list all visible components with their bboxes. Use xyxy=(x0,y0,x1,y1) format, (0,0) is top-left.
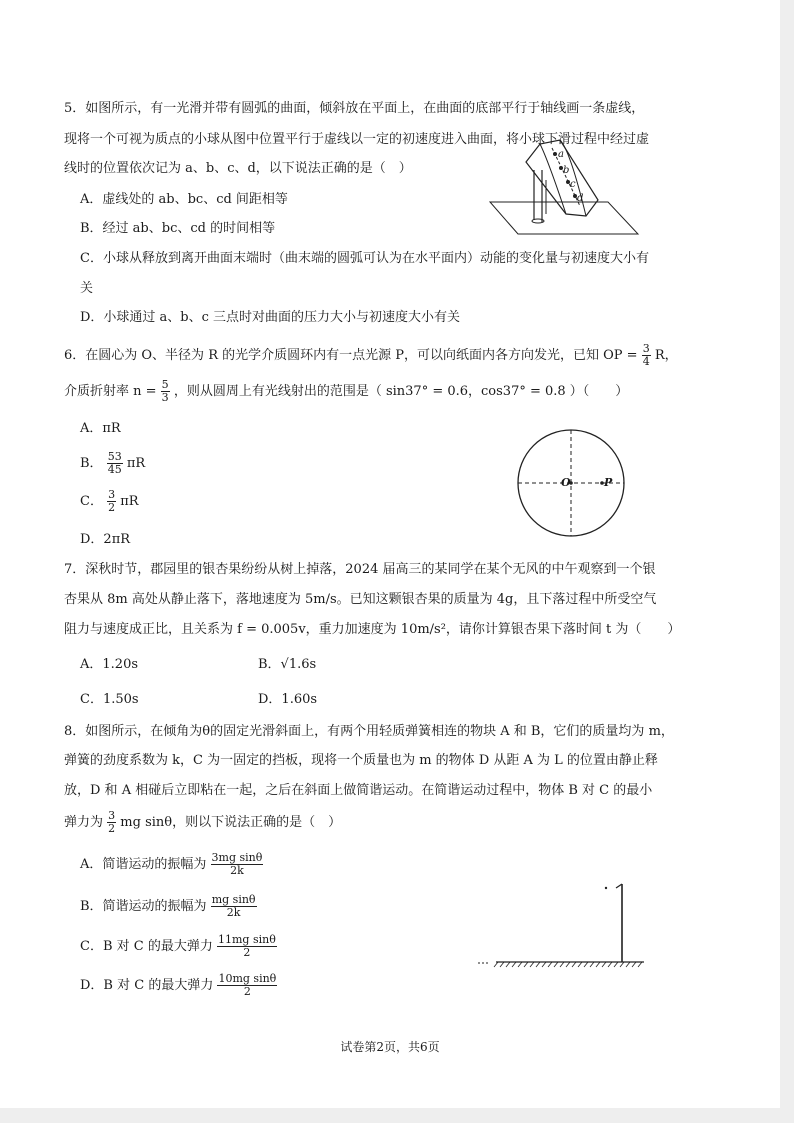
q8-option-c-label: C．B 对 C 的最大弹力 xyxy=(80,939,213,954)
q6-option-c-fraction xyxy=(107,489,116,514)
q5-line3: 线时的位置依次记为 a、b、c、d，以下说法正确的是（ ） xyxy=(64,161,412,176)
q6-option-b-unit: πR xyxy=(126,456,146,471)
q8-line4-den: 2 xyxy=(108,822,116,835)
q5-fig-label-c: c xyxy=(570,179,576,190)
q6-option-b-num: 53 xyxy=(107,450,122,463)
q8-line4-post: mg sinθ，则以下说法正确的是（ ） xyxy=(120,815,342,830)
q8-option-a-label: A．简谐运动的振幅为 xyxy=(80,857,207,872)
q6-line1-text: 6．在圆心为 O、半径为 R 的光学介质圆环内有一点光源 P，可以向纸面内各方向发光，已知 OP = xyxy=(64,348,638,363)
q6-option-c-num: 3 xyxy=(108,488,116,501)
q8-option-c-num: 11mg sinθ xyxy=(218,933,276,946)
page-footer: 试卷第2页，共6页 xyxy=(340,1040,440,1054)
q6-op-unit: R， xyxy=(654,348,678,363)
q8-option-d-fraction xyxy=(217,973,277,998)
q8-line3: 放，D 和 A 相碰后立即粘在一起，之后在斜面上做简谐运动。在简谐运动过程中，物体 B 对 C 的最小 xyxy=(64,783,653,798)
q7-option-d: D．1.60s xyxy=(258,692,318,707)
q7-option-a: A．1.20s xyxy=(80,657,139,672)
q6-option-b-label: B． xyxy=(80,456,103,471)
q8-option-b-fraction xyxy=(211,894,257,919)
q6-n-den: 3 xyxy=(161,391,169,404)
q6-op-den: 4 xyxy=(642,355,650,368)
q7-option-b: B．√1.6s xyxy=(258,657,317,672)
q6-option-b-den: 45 xyxy=(107,463,122,476)
q7-line1: 7．深秋时节，郡园里的银杏果纷纷从树上掉落，2024 届高三的某同学在某个无风的中午观察到一个银 xyxy=(64,562,656,577)
q5-line2: 现将一个可视为质点的小球从图中位置平行于虚线以一定的初速度进入曲面，将小球下滑过程中经过虚 xyxy=(64,132,650,147)
q8-figure-incline xyxy=(476,878,656,968)
q8-option-c xyxy=(80,932,277,962)
q5-line1: 5．如图所示，有一光滑并带有圆弧的曲面，倾斜放在平面上，在曲面的底部平行于轴线画一条虚线， xyxy=(64,101,645,116)
q6-n-fraction xyxy=(161,379,170,404)
q5-figure-incline xyxy=(488,130,648,240)
q8-line4-fraction xyxy=(107,810,116,835)
q6-option-c-unit: πR xyxy=(120,494,139,509)
q6-option-b xyxy=(80,450,145,478)
q8-option-d-den: 2 xyxy=(243,985,251,998)
q8-option-c-den: 2 xyxy=(243,946,251,959)
q8-option-b xyxy=(80,892,257,922)
q7-option-c: C．1.50s xyxy=(80,692,139,707)
q5-option-c-line2: 关 xyxy=(80,281,94,296)
q6-op-fraction xyxy=(642,343,651,368)
q6-option-c-label: C． xyxy=(80,494,103,509)
q8-line1: 8．如图所示，在倾角为θ的固定光滑斜面上，有两个用轻质弹簧相连的物块 A 和 B，它们的质量均为 m， xyxy=(64,724,674,739)
q6-line1 xyxy=(64,341,678,371)
q6-fig-label-o: O xyxy=(561,476,571,489)
q6-line2-post: ，则从圆周上有光线射出的范围是（ sin37° = 0.6，cos37° = 0.8 ）（ ） xyxy=(173,384,629,399)
q5-option-d: D．小球通过 a、b、c 三点时对曲面的压力大小与初速度大小有关 xyxy=(80,310,461,325)
q5-option-a: A．虚线处的 ab、bc、cd 间距相等 xyxy=(80,192,288,207)
q8-line4-num: 3 xyxy=(108,809,116,822)
q5-fig-label-d: d xyxy=(577,193,584,204)
q6-line2 xyxy=(64,377,628,407)
q8-option-d-num: 10mg sinθ xyxy=(218,972,277,985)
q6-line2-pre: 介质折射率 n = xyxy=(64,384,157,399)
q8-option-b-num: mg sinθ xyxy=(211,893,256,906)
q8-option-a-num: 3mg sinθ xyxy=(211,851,263,864)
q5-fig-label-a: a xyxy=(558,149,564,160)
q6-option-a: A．πR xyxy=(80,421,121,436)
q8-line2: 弹簧的劲度系数为 k，C 为一固定的挡板，现将一个质量也为 m 的物体 D 从距 A 为 L 的位置由静止释 xyxy=(64,753,658,768)
q8-line4 xyxy=(64,808,341,838)
q6-option-c-den: 2 xyxy=(108,501,116,514)
q8-option-a-den: 2k xyxy=(230,864,244,877)
q8-option-a-fraction xyxy=(211,852,264,877)
q6-option-b-fraction xyxy=(107,451,123,476)
q8-option-d xyxy=(80,971,277,1001)
q7-line2: 杏果从 8m 高处从静止落下，落地速度为 5m/s。已知这颗银杏果的质量为 4g，且下落过程中所受空气 xyxy=(64,592,657,607)
q7-line3: 阻力与速度成正比，且关系为 f = 0.005v，重力加速度为 10m/s²，请你计算银杏果下落时间 t 为（ ） xyxy=(64,622,681,637)
q6-op-num: 3 xyxy=(642,342,650,355)
q5-option-c-line1: C．小球从释放到离开曲面末端时（曲末端的圆弧可认为在水平面内）动能的变化量与初速度大小有 xyxy=(80,251,649,266)
q6-option-c xyxy=(80,488,139,516)
q5-fig-label-b: b xyxy=(563,165,570,176)
q6-n-num: 5 xyxy=(161,378,169,391)
q8-option-b-label: B．简谐运动的振幅为 xyxy=(80,899,207,914)
q5-option-b: B．经过 ab、bc、cd 的时间相等 xyxy=(80,221,276,236)
q6-option-d: D．2πR xyxy=(80,532,131,547)
q8-option-c-fraction xyxy=(217,934,277,959)
q8-option-d-label: D．B 对 C 的最大弹力 xyxy=(80,978,214,993)
q8-option-a xyxy=(80,850,263,880)
q8-option-b-den: 2k xyxy=(226,906,241,919)
q8-line4-pre: 弹力为 xyxy=(64,815,104,830)
q6-fig-label-p: P xyxy=(604,476,613,489)
